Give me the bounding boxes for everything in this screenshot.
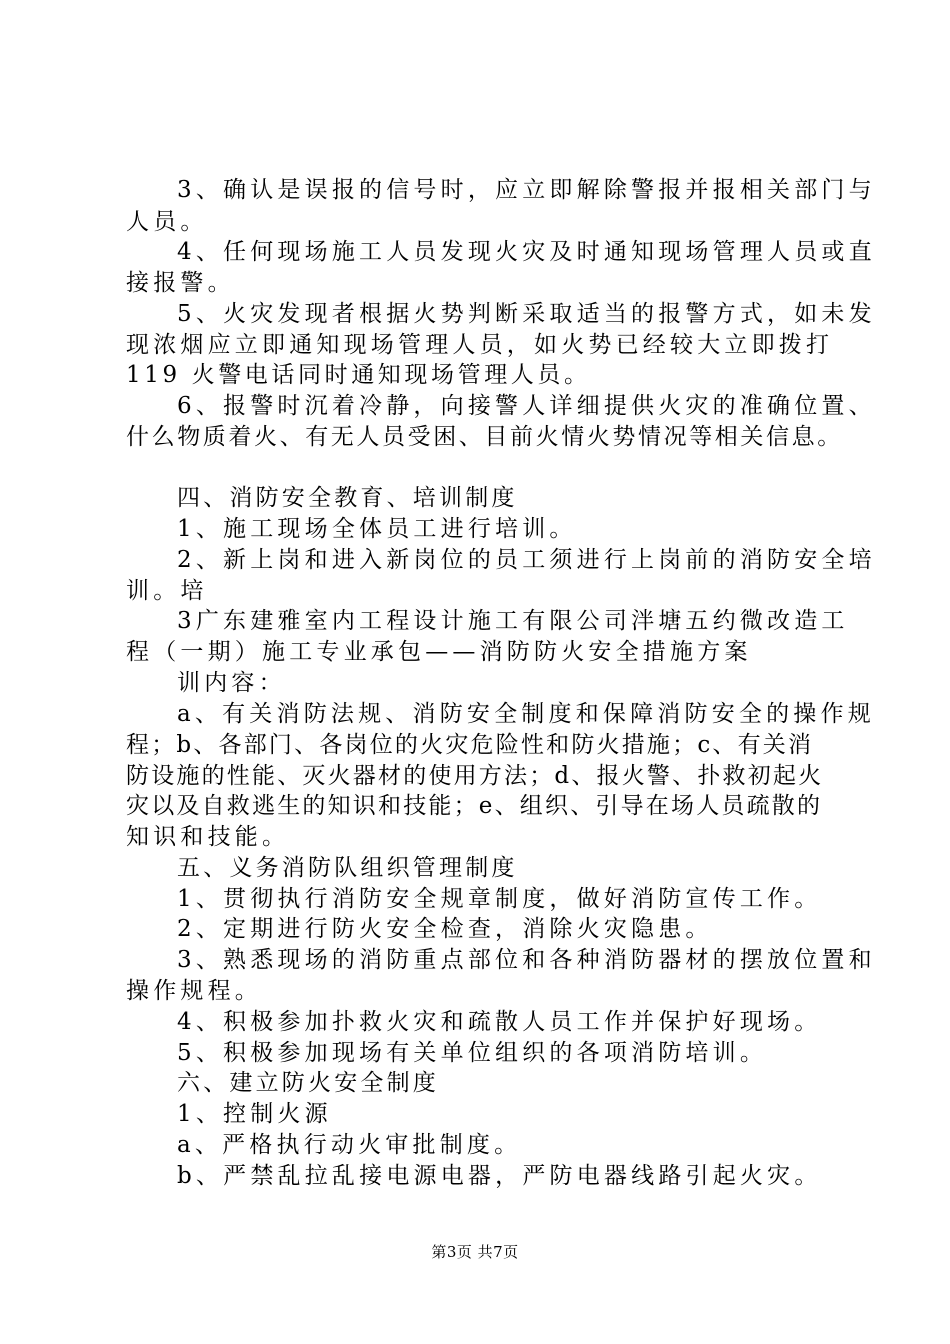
text-line: b、严禁乱拉乱接电源电器，严防电器线路引起火灾。 [177,1163,822,1189]
text-line: 3、确认是误报的信号时，应立即解除警报并报相关部门与 [177,177,876,203]
text-line: 人员。 [126,209,208,235]
text-line: 2、定期进行防火安全检查，消除火灾隐患。 [177,916,713,942]
text-line: 接报警。 [126,270,235,296]
text-line: 训内容： [177,670,286,696]
text-line: 防设施的性能、灭火器材的使用方法；d、报火警、扑救初起火 [126,763,824,789]
text-line: 灾以及自救逃生的知识和技能；e、组织、引导在场人员疏散的 [126,793,823,819]
header-line: 3广东建雅室内工程设计施工有限公司泮塘五约微改造工 [177,608,849,634]
section-heading: 四、消防安全教育、培训制度 [177,485,518,511]
text-line: 5、积极参加现场有关单位组织的各项消防培训。 [177,1040,768,1066]
text-line: 119 火警电话同时通知现场管理人员。 [126,362,591,388]
section-heading: 五、义务消防队组织管理制度 [177,855,518,881]
text-line: 操作规程。 [126,978,262,1004]
header-line: 程（一期）施工专业承包——消防防火安全措施方案 [126,639,752,665]
text-line: 知识和技能。 [126,824,290,850]
text-line: 程；b、各部门、各岗位的火灾危险性和防火措施；c、有关消 [126,732,814,758]
text-line: 4、任何现场施工人员发现火灾及时通知现场管理人员或直 [177,239,876,265]
text-line: 6、报警时沉着冷静，向接警人详细提供火灾的准确位置、 [177,393,876,419]
page-footer: 第3页 共7页 [431,1243,519,1261]
text-line: 4、积极参加扑救火灾和疏散人员工作并保护好现场。 [177,1009,822,1035]
text-line: 现浓烟应立即通知现场管理人员，如火势已经较大立即拨打 [126,332,834,358]
text-line: a、严格执行动火审批制度。 [177,1132,522,1158]
text-line: 1、施工现场全体员工进行培训。 [177,516,577,542]
text-line: 3、熟悉现场的消防重点部位和各种消防器材的摆放位置和 [177,947,876,973]
text-line: 1、贯彻执行消防安全规章制度，做好消防宣传工作。 [177,886,822,912]
text-line: 5、火灾发现者根据火势判断采取适当的报警方式，如未发 [177,301,876,327]
text-line: a、有关消防法规、消防安全制度和保障消防安全的操作规 [177,701,875,727]
section-heading: 六、建立防火安全制度 [177,1070,439,1096]
text-line: 1、控制火源 [177,1101,332,1127]
text-line: 训。培 [126,578,208,604]
text-line: 什么物质着火、有无人员受困、目前火情火势情况等相关信息。 [126,424,843,450]
text-line: 2、新上岗和进入新岗位的员工须进行上岗前的消防安全培 [177,547,876,573]
